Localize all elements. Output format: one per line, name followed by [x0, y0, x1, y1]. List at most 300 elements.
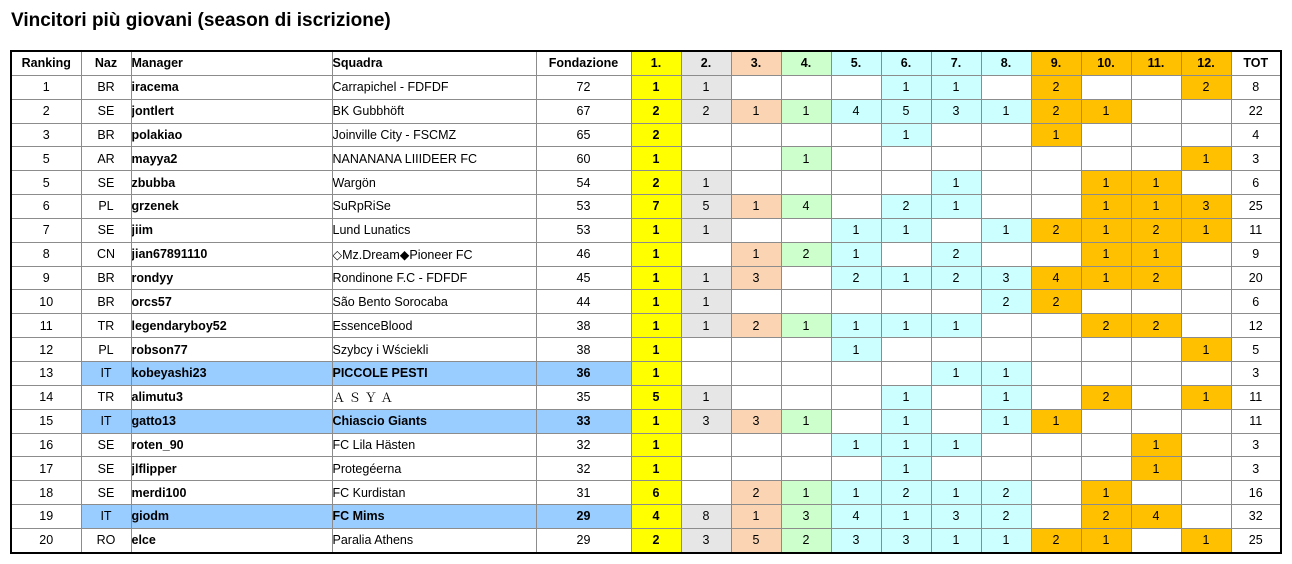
cell-pos-12: 1 — [1181, 338, 1231, 362]
cell-pos-7 — [931, 147, 981, 171]
cell-pos-5: 2 — [831, 266, 881, 290]
cell-pos-9: 2 — [1031, 528, 1081, 552]
cell-pos-11: 2 — [1131, 314, 1181, 338]
cell-pos-7: 1 — [931, 314, 981, 338]
cell-squadra: Ａ Ｓ Ｙ Ａ — [332, 385, 536, 409]
cell-pos-10: 1 — [1081, 171, 1131, 195]
cell-pos-10: 1 — [1081, 242, 1131, 266]
cell-pos-5 — [831, 123, 881, 147]
cell-tot: 12 — [1231, 314, 1281, 338]
cell-tot: 32 — [1231, 505, 1281, 529]
cell-pos-5 — [831, 75, 881, 99]
cell-fondazione: 33 — [536, 409, 631, 433]
cell-pos-8: 1 — [981, 385, 1031, 409]
cell-pos-1: 1 — [631, 147, 681, 171]
cell-pos-9: 2 — [1031, 75, 1081, 99]
cell-squadra: PICCOLE PESTI — [332, 361, 536, 385]
cell-tot: 20 — [1231, 266, 1281, 290]
cell-pos-2: 1 — [681, 266, 731, 290]
cell-pos-4 — [781, 75, 831, 99]
cell-ranking: 5 — [11, 147, 81, 171]
cell-pos-5: 4 — [831, 99, 881, 123]
cell-naz: IT — [81, 409, 131, 433]
header-ranking: Ranking — [11, 51, 81, 75]
cell-tot: 4 — [1231, 123, 1281, 147]
cell-pos-12: 2 — [1181, 75, 1231, 99]
cell-manager: kobeyashi23 — [131, 361, 332, 385]
table-row — [11, 75, 1281, 99]
cell-pos-5: 4 — [831, 505, 881, 529]
header-naz: Naz — [81, 51, 131, 75]
cell-pos-12: 1 — [1181, 385, 1231, 409]
cell-naz: SE — [81, 433, 131, 457]
cell-squadra: Lund Lunatics — [332, 218, 536, 242]
cell-pos-9: 1 — [1031, 123, 1081, 147]
cell-ranking: 10 — [11, 290, 81, 314]
cell-pos-5 — [831, 385, 881, 409]
cell-pos-8 — [981, 314, 1031, 338]
cell-pos-11: 1 — [1131, 242, 1181, 266]
cell-squadra: SuRpRiSe — [332, 195, 536, 219]
cell-pos-3 — [731, 218, 781, 242]
cell-pos-10 — [1081, 338, 1131, 362]
cell-pos-4: 1 — [781, 481, 831, 505]
table-body — [11, 75, 1281, 552]
cell-pos-5 — [831, 147, 881, 171]
cell-pos-1: 1 — [631, 361, 681, 385]
cell-fondazione: 38 — [536, 314, 631, 338]
cell-pos-1: 5 — [631, 385, 681, 409]
header-pos-6: 6. — [881, 51, 931, 75]
cell-pos-10 — [1081, 409, 1131, 433]
cell-manager: grzenek — [131, 195, 332, 219]
cell-manager: rondyy — [131, 266, 332, 290]
cell-pos-1: 2 — [631, 528, 681, 552]
cell-pos-2: 1 — [681, 290, 731, 314]
cell-naz: SE — [81, 218, 131, 242]
cell-pos-1: 1 — [631, 314, 681, 338]
cell-pos-3 — [731, 361, 781, 385]
cell-squadra: Szybcy i Wściekli — [332, 338, 536, 362]
cell-pos-4 — [781, 361, 831, 385]
cell-pos-5 — [831, 409, 881, 433]
cell-pos-12 — [1181, 457, 1231, 481]
cell-pos-4: 1 — [781, 314, 831, 338]
cell-fondazione: 31 — [536, 481, 631, 505]
cell-pos-8: 1 — [981, 99, 1031, 123]
cell-pos-7: 2 — [931, 266, 981, 290]
table-row — [11, 218, 1281, 242]
cell-squadra: FC Kurdistan — [332, 481, 536, 505]
cell-pos-4 — [781, 433, 831, 457]
cell-naz: AR — [81, 147, 131, 171]
cell-naz: BR — [81, 123, 131, 147]
cell-pos-8: 1 — [981, 409, 1031, 433]
cell-pos-6: 1 — [881, 75, 931, 99]
cell-pos-6: 3 — [881, 528, 931, 552]
cell-ranking: 18 — [11, 481, 81, 505]
cell-pos-9 — [1031, 242, 1081, 266]
cell-tot: 9 — [1231, 242, 1281, 266]
cell-pos-10: 1 — [1081, 481, 1131, 505]
cell-pos-11 — [1131, 409, 1181, 433]
cell-pos-10: 1 — [1081, 99, 1131, 123]
cell-fondazione: 53 — [536, 218, 631, 242]
cell-pos-1: 6 — [631, 481, 681, 505]
cell-pos-5 — [831, 195, 881, 219]
cell-pos-12: 1 — [1181, 528, 1231, 552]
cell-pos-1: 2 — [631, 123, 681, 147]
cell-pos-7: 1 — [931, 171, 981, 195]
table-row — [11, 99, 1281, 123]
header-pos-8: 8. — [981, 51, 1031, 75]
cell-pos-9 — [1031, 147, 1081, 171]
cell-pos-1: 7 — [631, 195, 681, 219]
header-pos-9: 9. — [1031, 51, 1081, 75]
cell-manager: giodm — [131, 505, 332, 529]
cell-ranking: 20 — [11, 528, 81, 552]
table-row — [11, 338, 1281, 362]
cell-pos-7: 1 — [931, 433, 981, 457]
cell-naz: IT — [81, 505, 131, 529]
cell-squadra: BK Gubbhöft — [332, 99, 536, 123]
cell-pos-5: 1 — [831, 481, 881, 505]
cell-pos-12 — [1181, 99, 1231, 123]
cell-ranking: 9 — [11, 266, 81, 290]
cell-pos-7 — [931, 218, 981, 242]
cell-pos-1: 1 — [631, 433, 681, 457]
cell-pos-12 — [1181, 290, 1231, 314]
cell-fondazione: 67 — [536, 99, 631, 123]
cell-pos-3 — [731, 171, 781, 195]
cell-pos-8 — [981, 171, 1031, 195]
cell-tot: 5 — [1231, 338, 1281, 362]
cell-pos-5 — [831, 361, 881, 385]
cell-tot: 3 — [1231, 457, 1281, 481]
header-row — [11, 51, 1281, 75]
cell-pos-6: 1 — [881, 385, 931, 409]
cell-pos-8: 2 — [981, 505, 1031, 529]
cell-pos-7 — [931, 409, 981, 433]
cell-pos-6: 1 — [881, 314, 931, 338]
cell-tot: 16 — [1231, 481, 1281, 505]
cell-pos-8: 3 — [981, 266, 1031, 290]
cell-pos-12: 1 — [1181, 147, 1231, 171]
cell-squadra: Chiascio Giants — [332, 409, 536, 433]
cell-pos-7: 2 — [931, 242, 981, 266]
cell-squadra: Protegéerna — [332, 457, 536, 481]
cell-pos-9 — [1031, 385, 1081, 409]
cell-naz: SE — [81, 457, 131, 481]
cell-pos-5: 1 — [831, 314, 881, 338]
cell-pos-4: 4 — [781, 195, 831, 219]
cell-pos-12: 1 — [1181, 218, 1231, 242]
cell-pos-2 — [681, 123, 731, 147]
cell-pos-3: 5 — [731, 528, 781, 552]
cell-pos-10: 1 — [1081, 195, 1131, 219]
cell-pos-1: 1 — [631, 218, 681, 242]
cell-naz: CN — [81, 242, 131, 266]
cell-pos-2 — [681, 433, 731, 457]
cell-pos-11 — [1131, 338, 1181, 362]
cell-pos-8: 2 — [981, 481, 1031, 505]
cell-pos-6 — [881, 338, 931, 362]
cell-pos-11 — [1131, 147, 1181, 171]
cell-pos-6: 1 — [881, 409, 931, 433]
cell-ranking: 12 — [11, 338, 81, 362]
cell-pos-6: 2 — [881, 195, 931, 219]
header-pos-3: 3. — [731, 51, 781, 75]
cell-pos-6: 1 — [881, 266, 931, 290]
cell-ranking: 7 — [11, 218, 81, 242]
cell-pos-2: 3 — [681, 409, 731, 433]
table-row — [11, 481, 1281, 505]
cell-pos-9: 2 — [1031, 290, 1081, 314]
cell-squadra: Joinville City - FSCMZ — [332, 123, 536, 147]
cell-pos-12: 3 — [1181, 195, 1231, 219]
cell-pos-4: 1 — [781, 99, 831, 123]
cell-pos-2: 1 — [681, 218, 731, 242]
cell-pos-2 — [681, 147, 731, 171]
cell-tot: 8 — [1231, 75, 1281, 99]
cell-pos-9 — [1031, 481, 1081, 505]
cell-ranking: 17 — [11, 457, 81, 481]
cell-pos-9 — [1031, 338, 1081, 362]
cell-ranking: 16 — [11, 433, 81, 457]
cell-pos-8 — [981, 242, 1031, 266]
cell-pos-2: 8 — [681, 505, 731, 529]
cell-pos-3: 3 — [731, 409, 781, 433]
cell-fondazione: 32 — [536, 457, 631, 481]
cell-pos-10 — [1081, 123, 1131, 147]
cell-pos-3 — [731, 123, 781, 147]
cell-ranking: 6 — [11, 195, 81, 219]
cell-pos-11 — [1131, 290, 1181, 314]
cell-pos-10: 1 — [1081, 528, 1131, 552]
cell-pos-4 — [781, 266, 831, 290]
cell-squadra: Paralia Athens — [332, 528, 536, 552]
cell-pos-5: 1 — [831, 433, 881, 457]
cell-fondazione: 29 — [536, 528, 631, 552]
cell-fondazione: 65 — [536, 123, 631, 147]
cell-pos-8 — [981, 338, 1031, 362]
cell-pos-6: 5 — [881, 99, 931, 123]
cell-pos-4: 3 — [781, 505, 831, 529]
cell-tot: 6 — [1231, 171, 1281, 195]
cell-pos-6 — [881, 361, 931, 385]
cell-pos-4 — [781, 218, 831, 242]
cell-pos-10 — [1081, 75, 1131, 99]
header-squadra: Squadra — [332, 51, 536, 75]
cell-pos-1: 4 — [631, 505, 681, 529]
cell-pos-11 — [1131, 123, 1181, 147]
cell-pos-6: 1 — [881, 505, 931, 529]
cell-pos-10: 2 — [1081, 505, 1131, 529]
cell-pos-2 — [681, 361, 731, 385]
cell-pos-9 — [1031, 171, 1081, 195]
cell-pos-6: 1 — [881, 218, 931, 242]
cell-tot: 25 — [1231, 528, 1281, 552]
header-pos-5: 5. — [831, 51, 881, 75]
cell-pos-4: 2 — [781, 528, 831, 552]
header-pos-4: 4. — [781, 51, 831, 75]
cell-tot: 11 — [1231, 385, 1281, 409]
cell-pos-3 — [731, 290, 781, 314]
cell-pos-5 — [831, 457, 881, 481]
table-row — [11, 314, 1281, 338]
cell-pos-11: 2 — [1131, 266, 1181, 290]
cell-manager: jiim — [131, 218, 332, 242]
cell-pos-8 — [981, 195, 1031, 219]
cell-pos-11 — [1131, 361, 1181, 385]
header-pos-1: 1. — [631, 51, 681, 75]
cell-pos-4: 1 — [781, 409, 831, 433]
cell-pos-11: 2 — [1131, 218, 1181, 242]
cell-pos-9: 4 — [1031, 266, 1081, 290]
cell-squadra: FC Mims — [332, 505, 536, 529]
table-row — [11, 505, 1281, 529]
cell-pos-10 — [1081, 433, 1131, 457]
cell-pos-3: 1 — [731, 505, 781, 529]
cell-pos-12 — [1181, 314, 1231, 338]
cell-pos-3 — [731, 75, 781, 99]
cell-naz: RO — [81, 528, 131, 552]
cell-ranking: 3 — [11, 123, 81, 147]
cell-pos-1: 2 — [631, 171, 681, 195]
table-row — [11, 195, 1281, 219]
cell-pos-12 — [1181, 433, 1231, 457]
cell-pos-4 — [781, 457, 831, 481]
cell-pos-1: 1 — [631, 266, 681, 290]
cell-pos-4 — [781, 290, 831, 314]
cell-pos-3: 1 — [731, 99, 781, 123]
cell-manager: elce — [131, 528, 332, 552]
cell-ranking: 5 — [11, 171, 81, 195]
cell-ranking: 2 — [11, 99, 81, 123]
cell-pos-9 — [1031, 505, 1081, 529]
cell-pos-1: 1 — [631, 409, 681, 433]
cell-pos-8 — [981, 457, 1031, 481]
cell-pos-1: 1 — [631, 75, 681, 99]
winners-table — [10, 50, 1282, 554]
cell-fondazione: 54 — [536, 171, 631, 195]
cell-pos-7 — [931, 123, 981, 147]
cell-naz: SE — [81, 481, 131, 505]
cell-manager: mayya2 — [131, 147, 332, 171]
cell-tot: 3 — [1231, 361, 1281, 385]
cell-pos-9 — [1031, 195, 1081, 219]
cell-pos-12 — [1181, 242, 1231, 266]
cell-pos-12 — [1181, 481, 1231, 505]
header-tot: TOT — [1231, 51, 1281, 75]
cell-pos-2: 1 — [681, 314, 731, 338]
cell-squadra: NANANANA LIIIDEER FC — [332, 147, 536, 171]
cell-fondazione: 72 — [536, 75, 631, 99]
cell-manager: orcs57 — [131, 290, 332, 314]
cell-naz: SE — [81, 99, 131, 123]
cell-manager: iracema — [131, 75, 332, 99]
cell-tot: 25 — [1231, 195, 1281, 219]
cell-pos-6 — [881, 147, 931, 171]
page-title: Vincitori più giovani (season di iscrizione) — [11, 10, 391, 31]
cell-pos-2 — [681, 457, 731, 481]
cell-pos-3 — [731, 338, 781, 362]
table-row — [11, 528, 1281, 552]
cell-manager: legendaryboy52 — [131, 314, 332, 338]
cell-manager: jlflipper — [131, 457, 332, 481]
cell-fondazione: 45 — [536, 266, 631, 290]
cell-pos-8: 1 — [981, 218, 1031, 242]
cell-pos-5 — [831, 290, 881, 314]
table-row — [11, 266, 1281, 290]
cell-pos-7 — [931, 385, 981, 409]
cell-pos-10: 1 — [1081, 218, 1131, 242]
cell-pos-12 — [1181, 409, 1231, 433]
cell-pos-11: 4 — [1131, 505, 1181, 529]
cell-pos-5 — [831, 171, 881, 195]
cell-pos-11 — [1131, 385, 1181, 409]
table-row — [11, 123, 1281, 147]
cell-pos-10 — [1081, 147, 1131, 171]
cell-pos-7: 1 — [931, 481, 981, 505]
cell-pos-12 — [1181, 266, 1231, 290]
cell-manager: jontlert — [131, 99, 332, 123]
cell-fondazione: 38 — [536, 338, 631, 362]
cell-pos-2 — [681, 242, 731, 266]
cell-pos-6: 1 — [881, 457, 931, 481]
cell-pos-9 — [1031, 314, 1081, 338]
cell-pos-10: 1 — [1081, 266, 1131, 290]
cell-pos-3 — [731, 147, 781, 171]
cell-pos-2: 1 — [681, 171, 731, 195]
cell-pos-4 — [781, 385, 831, 409]
cell-ranking: 1 — [11, 75, 81, 99]
cell-pos-9: 1 — [1031, 409, 1081, 433]
cell-manager: polakiao — [131, 123, 332, 147]
header-pos-2: 2. — [681, 51, 731, 75]
table-row — [11, 361, 1281, 385]
cell-pos-1: 1 — [631, 338, 681, 362]
cell-pos-12 — [1181, 505, 1231, 529]
cell-ranking: 13 — [11, 361, 81, 385]
cell-fondazione: 60 — [536, 147, 631, 171]
table-row — [11, 433, 1281, 457]
cell-pos-8: 1 — [981, 528, 1031, 552]
header-fondazione: Fondazione — [536, 51, 631, 75]
cell-pos-4 — [781, 123, 831, 147]
cell-pos-9 — [1031, 361, 1081, 385]
cell-pos-6 — [881, 242, 931, 266]
cell-pos-12 — [1181, 171, 1231, 195]
cell-pos-1: 2 — [631, 99, 681, 123]
cell-pos-10 — [1081, 361, 1131, 385]
cell-tot: 22 — [1231, 99, 1281, 123]
cell-ranking: 19 — [11, 505, 81, 529]
cell-pos-3 — [731, 457, 781, 481]
cell-squadra: FC Lila Hästen — [332, 433, 536, 457]
cell-pos-4: 2 — [781, 242, 831, 266]
cell-pos-9: 2 — [1031, 218, 1081, 242]
header-manager: Manager — [131, 51, 332, 75]
cell-pos-11 — [1131, 528, 1181, 552]
cell-pos-10 — [1081, 290, 1131, 314]
cell-pos-6 — [881, 171, 931, 195]
cell-tot: 3 — [1231, 147, 1281, 171]
cell-pos-5: 1 — [831, 218, 881, 242]
table-row — [11, 385, 1281, 409]
cell-pos-4 — [781, 171, 831, 195]
cell-pos-2: 5 — [681, 195, 731, 219]
